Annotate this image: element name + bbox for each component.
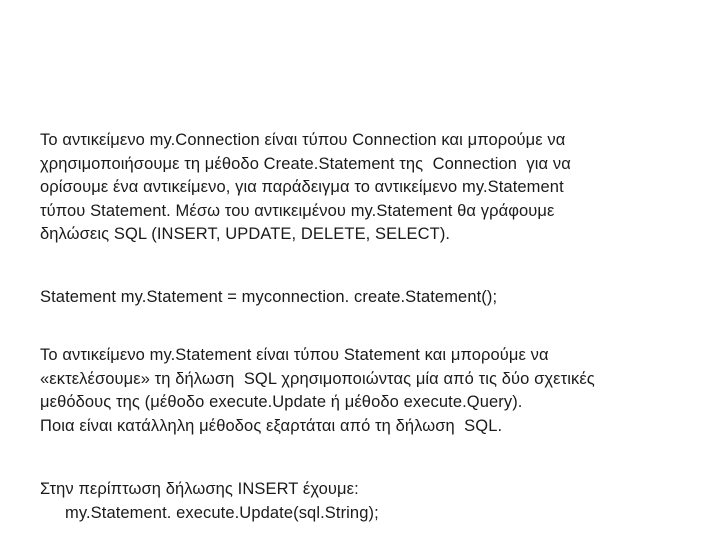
text-line: Το αντικείμενο my.Statement είναι τύπου Statement και μπορούμε να	[40, 346, 549, 364]
text-line: Ποια είναι κατάλληλη μέθοδος εξαρτάται από τη δήλωση SQL.	[40, 416, 503, 435]
text-line: Το αντικείμενο my.Connection είναι τύπου Connection και μπορούμε να	[40, 131, 566, 149]
text-line: «εκτελέσουμε» τη δήλωση SQL χρησιμοποιώντας μία από τις δύο σχετικές	[40, 369, 595, 388]
code-line: Statement my.Statement = myconnection. create.Statement();	[40, 288, 498, 306]
insert-example-paragraph	[40, 478, 700, 525]
code-line: my.Statement. execute.Update(sql.String);	[65, 503, 379, 522]
code-statement-declaration	[40, 286, 700, 310]
text-line: Στην περίπτωση δήλωσης INSERT έχουμε:	[40, 480, 359, 498]
text-line: χρησιμοποιήσουμε τη μέθοδο Create.Statement της Connection για να	[40, 154, 571, 173]
text-line: τύπου Statement. Μέσω του αντικειμένου my.Statement θα γράφουμε	[40, 201, 555, 220]
text-line: δηλώσεις SQL (INSERT, UPDATE, DELETE, SELECT).	[40, 225, 451, 243]
execution-paragraph	[40, 344, 700, 438]
intro-paragraph	[40, 129, 700, 247]
text-line: μεθόδους της (μέθοδο execute.Update ή μέθοδο execute.Query).	[40, 393, 523, 411]
text-line: ορίσουμε ένα αντικείμενο, για παράδειγμα το αντικείμενο my.Statement	[40, 178, 564, 196]
